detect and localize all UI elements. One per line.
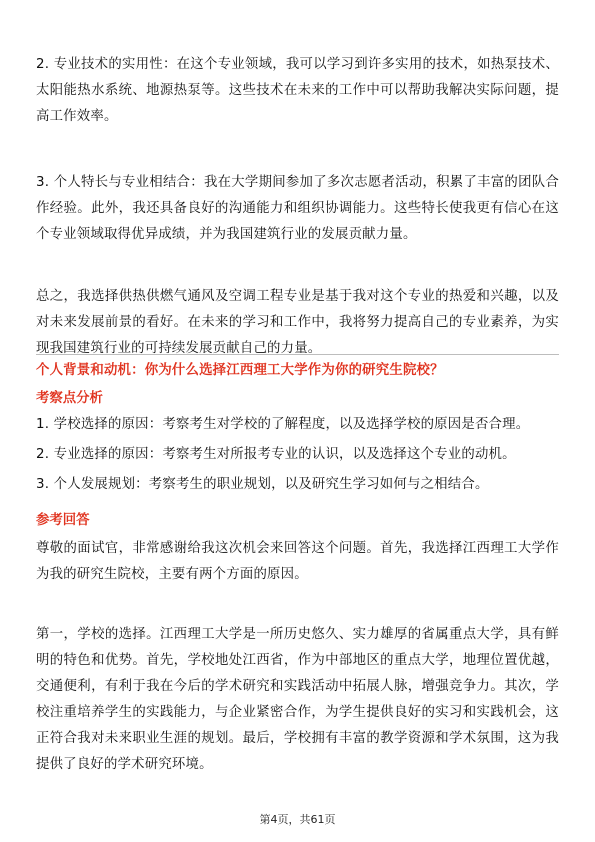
analysis-heading: 考察点分析: [36, 391, 103, 406]
paragraph-conclusion: 总之，我选择供热供燃气通风及空调工程专业是基于我对这个专业的热爱和兴趣，以及对未来发展前景的看好。在未来的学习和工作中，我将努力提高自己的专业素养，为实现我国建筑行业的可持续发展贡献自己的力量。: [36, 289, 559, 356]
question-title: 个人背景和动机：你为什么选择江西理工大学作为你的研究生院校？: [36, 363, 444, 378]
answer-heading: 参考回答: [36, 513, 90, 528]
answer-paragraph-intro: 尊敬的面试官，非常感谢给我这次机会来回答这个问题。首先，我选择江西理工大学作为我的研究生院校，主要有两个方面的原因。: [36, 541, 559, 582]
analysis-item: 1. 学校选择的原因：考察考生对学校的了解程度，以及选择学校的原因是否合理。: [36, 417, 530, 432]
page-number-footer: 第4页，共61页: [259, 813, 336, 826]
paragraph-personal-strengths: 3. 个人特长与专业相结合：我在大学期间参加了多次志愿者活动，积累了丰富的团队合作经验。此外，我还具备良好的沟通能力和组织协调能力。这些特长使我更有信心在这个专业领域取得优异成绩，并为我国建筑行业的发展贡献力量。: [36, 175, 559, 242]
answer-paragraph-school-choice: 第一，学校的选择。江西理工大学是一所历史悠久、实力雄厚的省属重点大学，具有鲜明的特色和优势。首先，学校地处江西省，作为中部地区的重点大学，地理位置优越，交通便利，有利于我在今后的学术研究和实践活动中拓展人脉，增强竞争力。其次，学校注重培养学生的实践能力，与企业紧密合作，为学生提供良好的实习和实践机会，这正符合我对未来职业生涯的规划。最后，学校拥有丰富的教学资源和学术氛围，这为我提供了良好的学术研究环境。: [36, 627, 559, 772]
analysis-item: 3. 个人发展规划：考察考生的职业规划，以及研究生学习如何与之相结合。: [36, 477, 489, 492]
section-divider: [36, 354, 559, 355]
analysis-item: 2. 专业选择的原因：考察考生对所报考专业的认识，以及选择这个专业的动机。: [36, 447, 516, 462]
paragraph-practicality: 2. 专业技术的实用性：在这个专业领域，我可以学习到许多实用的技术，如热泵技术、太阳能热水系统、地源热泵等。这些技术在未来的工作中可以帮助我解决实际问题，提高工作效率。: [36, 57, 559, 124]
